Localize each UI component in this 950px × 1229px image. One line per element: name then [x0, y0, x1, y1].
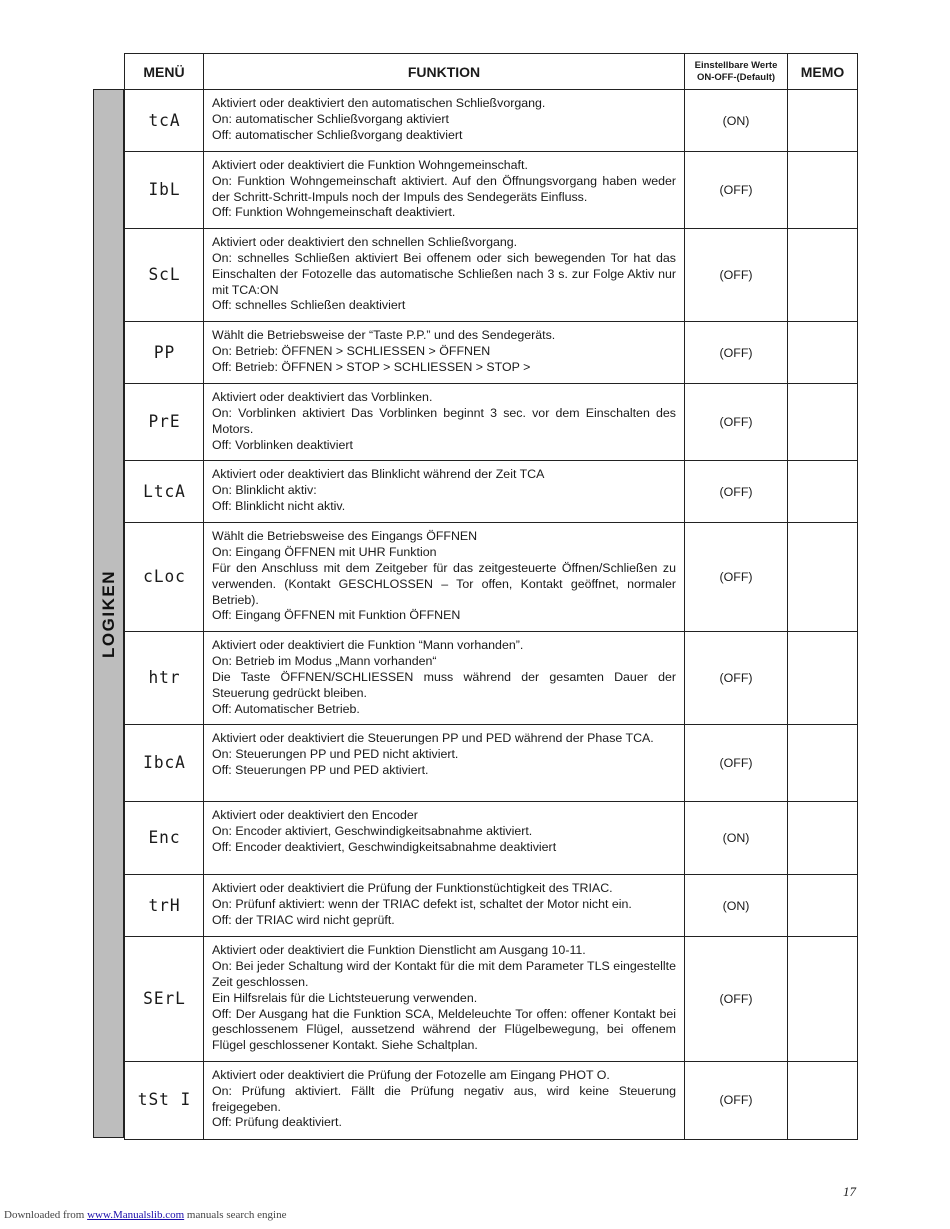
function-description	[204, 523, 685, 632]
description-line: Off: automatischer Schließvorgang deaktiviert	[212, 127, 463, 142]
function-description	[204, 384, 685, 461]
parameter-table	[124, 53, 858, 1140]
menu-code: PP	[126, 322, 201, 384]
memo-header: MEMO	[788, 54, 858, 90]
table-row	[125, 523, 858, 632]
table-header-row	[125, 54, 858, 90]
function-description	[204, 152, 685, 229]
function-description	[204, 90, 685, 152]
menu-header: MENÜ	[125, 54, 204, 90]
default-value: (OFF)	[685, 632, 788, 725]
menu-code: ScL	[126, 229, 201, 322]
description-line: Off: Eingang ÖFFNEN mit Funktion ÖFFNEN	[212, 608, 461, 623]
memo-cell	[788, 523, 858, 632]
description-line: Aktiviert oder deaktiviert den schnellen Schließvorgang.	[212, 235, 518, 250]
default-value: (OFF)	[685, 384, 788, 461]
table-row	[125, 937, 858, 1062]
default-value: (ON)	[685, 90, 788, 152]
description-line: Off: Der Ausgang hat die Funktion SCA, Meldeleuchte Tor offen: offener Kontakt bei geschlossenem Flügel, aussetzend während der Flügelbewegung, bei offenem Flügel geschlossener Kontakt. Siehe Schaltplan.	[212, 1006, 676, 1053]
description-line: Ein Hilfsrelais für die Lichtsteuerung verwenden.	[212, 990, 478, 1005]
default-value: (OFF)	[685, 322, 788, 384]
page-number: 17	[843, 1184, 856, 1199]
memo-cell	[788, 875, 858, 937]
table-row	[125, 632, 858, 725]
menu-code: IbcA	[126, 725, 201, 802]
logiken-label: LOGIKEN	[98, 569, 118, 658]
description-line: Off: Encoder deaktiviert, Geschwindigkeitsabnahme deaktiviert	[212, 839, 557, 854]
description-line: Aktiviert oder deaktiviert das Vorblinken.	[212, 390, 433, 405]
menu-code: htr	[126, 632, 201, 725]
default-value: (OFF)	[685, 725, 788, 802]
table-row	[125, 384, 858, 461]
logiken-sidebar	[93, 89, 124, 1138]
default-value: (OFF)	[685, 229, 788, 322]
memo-cell	[788, 802, 858, 875]
menu-code: tSt I	[126, 1061, 201, 1139]
memo-cell	[788, 1061, 858, 1139]
default-value: (OFF)	[685, 523, 788, 632]
default-value: (OFF)	[685, 152, 788, 229]
description-line: Off: Betrieb: ÖFFNEN > STOP > SCHLIESSEN > STOP >	[212, 359, 531, 374]
memo-cell	[788, 322, 858, 384]
description-line: On: schnelles Schließen aktiviert Bei offenem oder sich bewegenden Tor hat das Einschalten der Fotozelle das automatische Schließen nach 3 s. zur Folge Aktiv nur mit TCA:ON	[212, 250, 676, 297]
description-line: On: Blinklicht aktiv:	[212, 483, 317, 498]
description-line: Wählt die Betriebsweise der “Taste P.P.” und des Sendegeräts.	[212, 328, 556, 343]
table-row	[125, 229, 858, 322]
memo-cell	[788, 632, 858, 725]
memo-cell	[788, 937, 858, 1062]
description-line: Die Taste ÖFFNEN/SCHLIESSEN muss während der gesamten Dauer der Steuerung gedrückt bleiben.	[212, 669, 676, 700]
description-line: Off: schnelles Schließen deaktiviert	[212, 298, 406, 313]
function-header: FUNKTION	[204, 54, 685, 90]
description-line: Aktiviert oder deaktiviert die Prüfung der Funktionstüchtigkeit des TRIAC.	[212, 881, 613, 896]
default-value: (ON)	[685, 875, 788, 937]
description-line: Aktiviert oder deaktiviert die Funktion Wohngemeinschaft.	[212, 158, 528, 172]
function-description	[204, 1061, 685, 1139]
description-line: Off: Blinklicht nicht aktiv.	[212, 498, 346, 513]
footer: Downloaded from www.Manualslib.com manuals search engine	[4, 1209, 287, 1221]
function-description	[204, 322, 685, 384]
values-header: Einstellbare Werte ON-OFF-(Default)	[685, 54, 788, 90]
memo-cell	[788, 384, 858, 461]
description-line: Wählt die Betriebsweise des Eingangs ÖFFNEN	[212, 529, 478, 544]
description-line: Aktiviert oder deaktiviert die Funktion Dienstlicht am Ausgang 10-11.	[212, 943, 586, 958]
description-line: Für den Anschluss mit dem Zeitgeber für das zeitgesteuerte Öffnen/Schließen zu verwenden. (Kontakt GESCHLOSSEN – Tor offen, Kontakt geöffnet, normaler Betrieb).	[212, 560, 676, 607]
function-description	[204, 802, 685, 875]
default-value: (ON)	[685, 802, 788, 875]
memo-cell	[788, 725, 858, 802]
description-line: Off: Prüfung deaktiviert.	[212, 1115, 342, 1130]
description-line: On: Funktion Wohngemeinschaft aktiviert. Auf den Öffnungsvorgang haben weder der Schritt-Schritt-Impuls noch der Impuls des Sendegeräts Einfluss.	[212, 173, 676, 204]
menu-code: cLoc	[126, 523, 201, 632]
default-value: (OFF)	[685, 461, 788, 523]
memo-cell	[788, 461, 858, 523]
description-line: On: Encoder aktiviert, Geschwindigkeitsabnahme aktiviert.	[212, 824, 533, 839]
table-row	[125, 461, 858, 523]
description-line: On: Eingang ÖFFNEN mit UHR Funktion	[212, 545, 437, 560]
description-line: On: Betrieb im Modus „Mann vorhanden“	[212, 654, 437, 669]
function-description	[204, 725, 685, 802]
menu-code: LtcA	[126, 461, 201, 523]
function-description	[204, 632, 685, 725]
description-line: Off: Steuerungen PP und PED aktiviert.	[212, 762, 429, 777]
function-description	[204, 461, 685, 523]
description-line: Off: Funktion Wohngemeinschaft deaktiviert.	[212, 205, 456, 220]
menu-code: SErL	[126, 937, 201, 1062]
table-row	[125, 322, 858, 384]
description-line: Off: der TRIAC wird nicht geprüft.	[212, 912, 395, 927]
function-description	[204, 229, 685, 322]
description-line: Aktiviert oder deaktiviert die Funktion “Mann vorhanden”.	[212, 638, 524, 653]
description-line: Aktiviert oder deaktiviert den Encoder	[212, 808, 418, 823]
description-line: On: Betrieb: ÖFFNEN > SCHLIESSEN > ÖFFNEN	[212, 343, 491, 358]
menu-code: tcA	[126, 90, 201, 152]
table-row	[125, 725, 858, 802]
description-line: On: automatischer Schließvorgang aktiviert	[212, 111, 449, 126]
menu-code: trH	[126, 875, 201, 937]
memo-cell	[788, 152, 858, 229]
description-line: Off: Vorblinken deaktiviert	[212, 437, 353, 452]
description-line: Aktiviert oder deaktiviert das Blinklicht während der Zeit TCA	[212, 467, 545, 482]
function-description	[204, 937, 685, 1062]
description-line: On: Vorblinken aktiviert Das Vorblinken beginnt 3 sec. vor dem Einschalten des Motors.	[212, 405, 676, 436]
table-row	[125, 90, 858, 152]
description-line: Aktiviert oder deaktiviert die Prüfung der Fotozelle am Eingang PHOT O.	[212, 1067, 610, 1082]
menu-code: PrE	[126, 384, 201, 461]
default-value: (OFF)	[685, 1061, 788, 1139]
table-row	[125, 1061, 858, 1139]
function-description	[204, 875, 685, 937]
memo-cell	[788, 229, 858, 322]
table-row	[125, 152, 858, 229]
description-line: Off: Automatischer Betrieb.	[212, 701, 360, 716]
default-value: (OFF)	[685, 937, 788, 1062]
description-line: Aktiviert oder deaktiviert die Steuerungen PP und PED während der Phase TCA.	[212, 731, 654, 746]
table-row	[125, 875, 858, 937]
description-line: On: Bei jeder Schaltung wird der Kontakt für die mit dem Parameter TLS eingestellte Zeit geschlossen.	[212, 959, 676, 989]
description-line: Aktiviert oder deaktiviert den automatischen Schließvorgang.	[212, 96, 546, 110]
description-line: On: Prüfung aktiviert. Fällt die Prüfung negativ aus, wird keine Steuerung freigegeben.	[212, 1083, 676, 1114]
description-line: On: Steuerungen PP und PED nicht aktiviert.	[212, 747, 459, 762]
table-row	[125, 802, 858, 875]
menu-code: Enc	[126, 802, 201, 875]
menu-code: IbL	[126, 152, 201, 229]
description-line: On: Prüfunf aktiviert: wenn der TRIAC defekt ist, schaltet der Motor nicht ein.	[212, 897, 632, 912]
manualslib-link[interactable]: www.Manualslib.com	[87, 1209, 185, 1221]
memo-cell	[788, 90, 858, 152]
